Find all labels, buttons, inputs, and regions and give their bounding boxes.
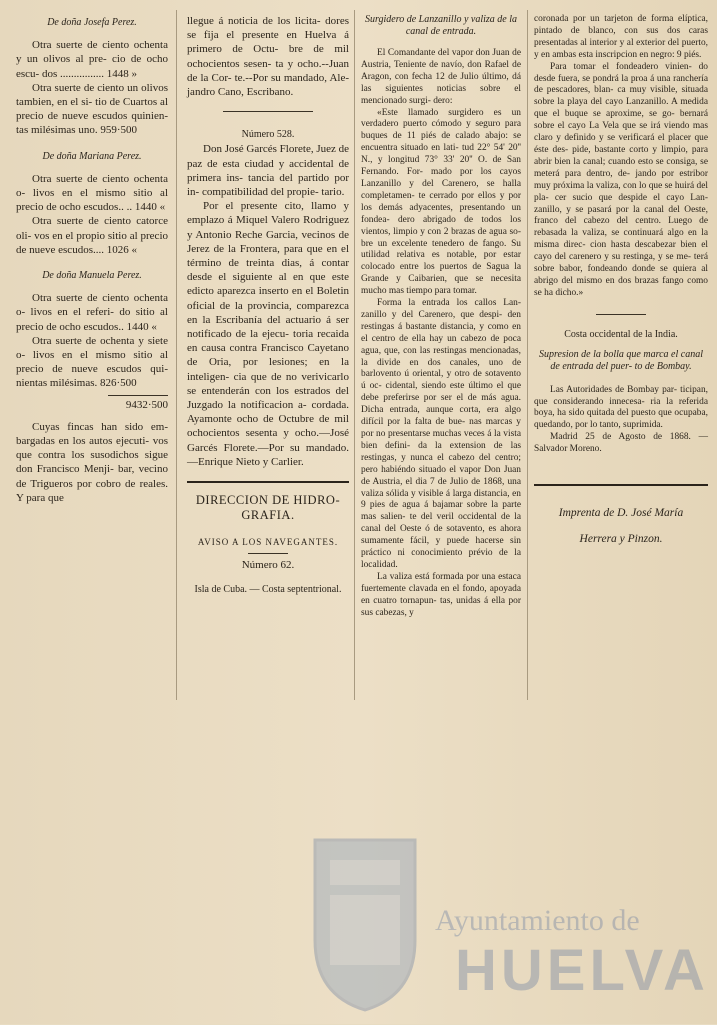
column-divider bbox=[354, 10, 355, 700]
paragraph: llegue á noticia de los licita- dores se fija el presente en Huelva á primero de Octu- bre de mil ochocientos sesen- ta y ocho.--Juan de la Cor- te.--Por su mandado, Ale- jandro Cano, Escribano. bbox=[187, 15, 349, 99]
printer-imprint: Herrera y Pinzon. bbox=[579, 533, 663, 546]
paragraph: Cuyas fincas han sido em- bargadas en los autos ejecuti- vos que contra los susodichos sigue don Francisco Menji- bar, vecino de Trigueros por cobro de reales. Y para que bbox=[16, 420, 168, 504]
coat-of-arms-icon bbox=[305, 820, 710, 1020]
paragraph: Las Autoridades de Bombay par- ticipan, que considerando innecesa- ria la referida boya, ha sido quitada del puesto que ocupaba, quedando, por lo tanto, suprimida. bbox=[534, 384, 708, 431]
paragraph: Otra suerte de ciento ochenta y un olivos al pre- cio de ocho escu- dos ................ 1448 » bbox=[16, 39, 168, 80]
printer-imprint: Imprenta de D. José María bbox=[558, 507, 684, 520]
paragraph: coronada por un tarjeton de forma elíptica, pintado de blanco, con sus dos caras presentadas al interior y al exterior del puerto, y en ambas esta inscripcion en negro: 9 piés. bbox=[534, 14, 708, 60]
notice-heading: Surgidero de Lanzanillo y valiza de la canal de entrada. bbox=[364, 14, 518, 37]
paragraph: Otra suerte de ciento ochenta o- livos en el mismo sitio al precio de ocho escudos.. .. 1440 « bbox=[16, 172, 168, 214]
column-4 bbox=[534, 14, 708, 552]
column-1 bbox=[16, 14, 168, 505]
paragraph: Forma la entrada los callos Lan- zanillo y del Carenero, que despi- den restingas á bastante distancia, y como en el centro de ella hay un cabezo de poca agua, que, con las restingas mencionadas, la divide en dos canales, uno de barlovento ú oriental, y otro de sotavento ú oc- cidental, siendo este último el que debe preferirse por ser el de más agua. Dicha entrada, aunque corta, era algo difícil por la falta de bue- nas marcas y por no presentarse muchas veces á la vista bien defini- da la extension de las restingas, y nunca el cabezo del centro; pero habiéndo situado el vapor Don Juan de Austria, el dia 7 de Julio de 1868, una valiza sólida y visible á larga distancia, en 9 pies de agua á bajamar sobre la parte mas salien- te del veril occidental de la canal del Oeste ó de sotavento, es ahora sumamente fácil, y puede hacerse sin práctico ni conocimiento prévio de la localidad. bbox=[361, 298, 521, 570]
sum-rule bbox=[108, 395, 168, 396]
paragraph: Otra suerte de ciento catorce oli- vos en el propio sitio al precio de nueve escudos.... 1026 « bbox=[16, 215, 168, 256]
paragraph: El Comandante del vapor don Juan de Austria, Teniente de navío, don Rafael de Aragon, con fecha 12 de Julio último, dá las siguientes noticias sobre el mencionado surgi- dero: bbox=[361, 48, 521, 106]
notice-number: Número 62. bbox=[241, 559, 295, 572]
column-3 bbox=[361, 14, 521, 620]
separator-rule bbox=[596, 314, 646, 315]
section-heading: De doña Josefa Perez. bbox=[47, 17, 137, 28]
paragraph: Para tomar el fondeadero vinien- do desde fuera, se pondrá la proa á una ranchería de pescadores, blan- ca muy visible, situada sobre la playa del cayo Lanzanillo. A medida que el buque se aproxime, se go- bernará sobre el cayo La Vela que se irá viendo mas claro y definido y se verificará el placer que éste des- pide, bastante corto y limpio, para abrir bien la canal; cuando esto se consiga, se meterá para dentro, de- jando por estribor muy próxima la valiza, con lo que se huirá del pla- cer sucio que despide el cayo Lan- zanillo, y se pasará por la canal del Oeste, franco del cabezo del centro. Luego de rebasada la valiza, se continuará algo en la misma direc- cion hasta descabezar bien el cayo del carenero y su restinga, y se me- terá sobre babor, fondeando donde se quiera al abrigo del mismo en dos brazas fango como se ha dicho.» bbox=[534, 61, 708, 298]
location-line: Costa occidental de la India. bbox=[564, 328, 678, 340]
paragraph: Otra suerte de ochenta y siete o- livos en el mismo sitio al precio de nueve escudos qui- nientas milésimas. 826·500 bbox=[16, 334, 168, 390]
total-value: 9432·500 bbox=[125, 398, 168, 411]
city-hall-watermark bbox=[305, 820, 710, 1020]
column-2 bbox=[187, 14, 349, 597]
signature-line: Madrid 25 de Agosto de 1868. — Salvador Moreno. bbox=[534, 432, 708, 455]
column-divider bbox=[527, 10, 528, 700]
notice-number: Número 528. bbox=[241, 129, 295, 141]
column-divider bbox=[176, 10, 177, 700]
paragraph: Otra suerte de ciento un olivos tambien, en el si- tio de Cuartos al precio de nueve escudos quinien- tas milésimas uno. 959·500 bbox=[16, 81, 168, 137]
section-rule bbox=[187, 481, 349, 483]
short-rule bbox=[248, 553, 288, 554]
paragraph: Otra suerte de ciento ochenta o- livos en el referi- do sitio al precio de ocho escudos.. 1440 « bbox=[16, 292, 168, 333]
watermark-text: HUELVA bbox=[455, 938, 709, 1003]
paragraph: «Este llamado surgidero es un verdadero puerto cómodo y seguro para buques de 11 piés de calado abajo: se encuentra situado en lati- tud 22° 54' 20'' N., y longitud 73° 33' 20'' O. de San Fernando. For- mado por los cayos Lanzanillo y del Carenero, se halla completamen- te cerrado por ellos y por los demás adyacentes, presentando un fondea- dero abrigado de todos los vientos, limpio y con 2 brazas de agua so- bre un excelente tenedero de fango. Su utilidad relativa es notable, por estar colocado entre los puertos de Sagua la Grande y Caibarien, que se necesita mucho mas tiempo para tomar. bbox=[361, 107, 521, 297]
paragraph: La valiza está formada por una estaca fuertemente clavada en el fondo, apoyada en cuatro tornapun- tas, unidas á ella por sus cabezas, y bbox=[361, 571, 521, 618]
section-heading: De doña Mariana Perez. bbox=[42, 150, 142, 162]
location-line: Isla de Cuba. — Costa septentrional. bbox=[194, 583, 342, 595]
paragraph: Por el presente cito, llamo y emplazo á Miquel Valero Rodriguez y Antonio Reche Garcia, vecinos de Jerez de la Frontera, para que en el término de treinta dias, á contar desde el siguiente al en que este edicto aparezca inserto en el Boletin oficial de la provincia, comparezca en la Escribanía del actuario á ser notificado de la ejecu- toria recaida en causa contra Francisco Cayetano de Oria, por lesiones; en la inteligen- cia que de no verivicarlo se entenderán con los estrados del Juzgado la notificacion a- cordada. Ayamonte ocho de Octubre de mil ochocientos sesenta y ocho.—José Garcés Florete.—Por su mandado. —Enrique Nieto y Carlier. bbox=[187, 200, 349, 468]
notice-heading: Supresion de la bolla que marca el canal de entrada del puer- to de Bombay. bbox=[539, 348, 703, 372]
subheading: AVISO A LOS NAVEGANTES. bbox=[197, 537, 339, 548]
section-title: DIRECCION DE HIDRO- GRAFIA. bbox=[195, 493, 341, 523]
section-heading: De doña Manuela Perez. bbox=[42, 270, 142, 282]
watermark-text: Ayuntamiento de bbox=[435, 904, 640, 937]
separator-rule bbox=[223, 111, 313, 112]
paragraph: Don José Garcés Florete, Juez de paz de esta ciudad y accidental de primera ins- tancia del partido por in- compatibilidad del propie- tario. bbox=[187, 143, 350, 199]
section-rule bbox=[534, 484, 708, 486]
